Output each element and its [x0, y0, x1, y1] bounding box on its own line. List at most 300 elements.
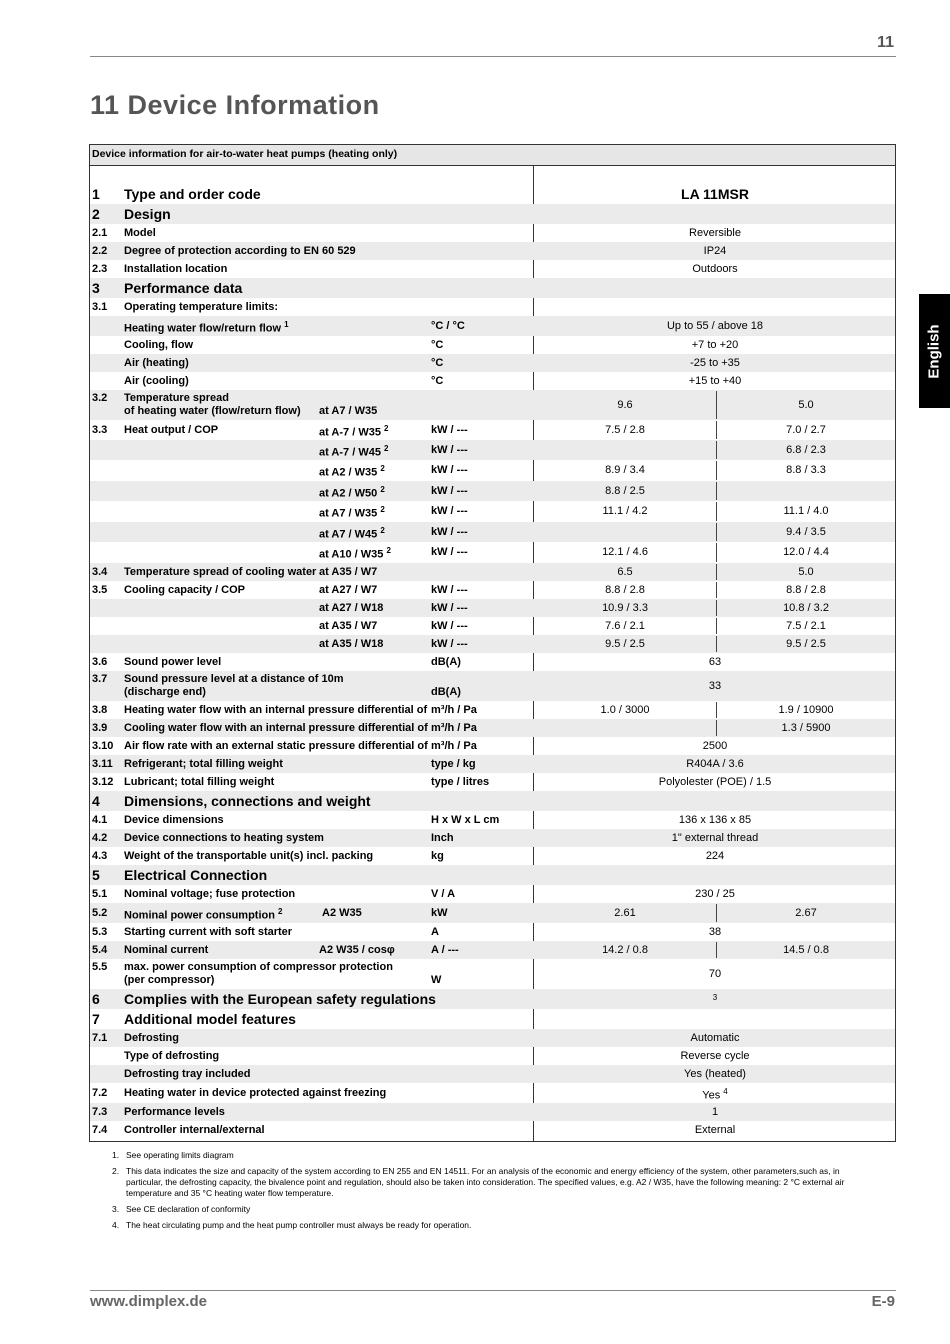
row-value-level-2: 9.4 / 3.5 [786, 526, 826, 538]
footnote-ref: 2 [384, 424, 389, 433]
row-number: 2.1 [92, 227, 108, 239]
footnote-ref: 1 [284, 320, 289, 329]
row-value-text: 38 [708, 926, 722, 938]
row-number: 3 [92, 280, 100, 296]
row-value [534, 814, 896, 826]
row-number: 2.2 [92, 245, 108, 257]
row-description-text: Nominal voltage; fuse protection [124, 888, 296, 900]
footnote-item [112, 1166, 877, 1199]
table-row [90, 755, 895, 773]
row-unit: °C [431, 339, 444, 351]
row-value [534, 968, 896, 980]
row-value [534, 339, 896, 351]
row-unit: °C [431, 375, 444, 387]
row-value-level-2: 8.8 / 3.3 [786, 464, 826, 476]
value-separator [716, 720, 717, 736]
row-value-level-2: 6.8 / 2.3 [786, 444, 826, 456]
row-description [124, 704, 427, 716]
table-row [90, 390, 895, 420]
table-row [90, 440, 895, 460]
row-description [124, 944, 208, 956]
value-separator [716, 391, 717, 419]
row-description-text: Lubricant; total filling weight [124, 776, 275, 788]
row-number: 3.7 [92, 673, 108, 685]
table-row [90, 701, 895, 719]
row-value-level-2: 5.0 [798, 566, 814, 578]
row-unit: kW / --- [431, 584, 468, 596]
row-number: 3.1 [92, 301, 108, 313]
row-description [124, 673, 343, 685]
row-description [124, 991, 436, 1007]
row-description-text: Heat output / COP [124, 424, 219, 436]
row-description [124, 656, 221, 668]
row-value-text: Polyolester (POE) / 1.5 [658, 776, 772, 788]
row-number: 3.12 [92, 776, 114, 788]
row-value-level-1: 12.1 / 4.6 [602, 546, 648, 558]
table-row [90, 316, 895, 336]
row-value-level-1: 8.9 / 3.4 [605, 464, 645, 476]
row-description-text: Weight of the transportable unit(s) incl. packing [124, 850, 374, 862]
row-description-text: Sound pressure level at a distance of 10m [124, 673, 344, 685]
footnote-item [112, 1150, 877, 1161]
row-value-level-1: 8.8 / 2.8 [605, 584, 645, 596]
table-row [90, 372, 895, 390]
table-row [90, 354, 895, 372]
row-number: 7.4 [92, 1124, 108, 1136]
footnote-ref: 2 [278, 907, 283, 916]
row-description [124, 301, 278, 313]
table-row [90, 865, 895, 885]
row-description [124, 1032, 179, 1044]
row-value-level-1: 9.6 [617, 399, 633, 411]
row-unit: m³/h / Pa [431, 740, 477, 752]
row-description-line2: of heating water (flow/return flow) [124, 405, 301, 417]
page-code: E-9 [871, 1293, 895, 1310]
row-value-level-2: 12.0 / 4.4 [783, 546, 829, 558]
table-row [90, 791, 895, 811]
footnote-number: 2. [112, 1166, 120, 1176]
row-number: 3.8 [92, 704, 108, 716]
row-description [124, 263, 227, 275]
table-row [90, 773, 895, 791]
row-description-line2: (per compressor) [124, 974, 215, 986]
row-description [124, 832, 324, 844]
row-value-level-1: 7.6 / 2.1 [605, 620, 645, 632]
row-number: 5.5 [92, 961, 108, 973]
row-condition-text: at A7 / W45 [319, 528, 378, 541]
row-unit: °C / °C [431, 320, 465, 332]
row-value [534, 888, 896, 900]
row-description [124, 793, 371, 809]
row-description-text: Model [124, 227, 156, 239]
row-value-text: -25 to +35 [690, 357, 740, 369]
row-value-text: External [694, 1124, 736, 1136]
row-unit: type / litres [431, 776, 490, 788]
row-number: 1 [92, 186, 100, 202]
row-value-level-2: 10.8 / 3.2 [783, 602, 829, 614]
row-condition-text: at A35 / W7 [319, 620, 378, 632]
row-value-text: +7 to +20 [691, 339, 739, 351]
row-condition [319, 526, 385, 541]
row-description [124, 1068, 251, 1080]
row-value-text: R404A / 3.6 [686, 758, 744, 770]
table-row [90, 542, 895, 563]
row-description-text: Defrosting tray included [124, 1068, 251, 1080]
row-unit: A / --- [431, 944, 459, 956]
row-value-level-1: 14.2 / 0.8 [602, 944, 648, 956]
row-number: 2 [92, 206, 100, 222]
table-row [90, 184, 895, 204]
row-value [534, 680, 896, 692]
row-description-text: Device connections to heating system [124, 832, 324, 844]
table-row [90, 260, 895, 278]
table-row [90, 460, 895, 481]
row-value-level-2: 1.9 / 10900 [778, 704, 834, 716]
table-row [90, 941, 895, 959]
value-separator [716, 523, 717, 541]
row-description-text: Performance levels [124, 1106, 225, 1118]
table-row [90, 336, 895, 354]
footnote-text: The heat circulating pump and the heat pump controller must always be ready for operation. [126, 1220, 472, 1230]
footnote-text: See operating limits diagram [126, 1150, 234, 1160]
row-unit: m³/h / Pa [431, 704, 477, 716]
row-description-text: Heating water in device protected against freezing [124, 1087, 387, 1099]
row-description [124, 888, 295, 900]
row-condition-text: at A-7 / W45 [319, 446, 381, 459]
row-description [124, 1087, 386, 1099]
row-description-text: Nominal power consumption [124, 909, 275, 922]
row-value-level-2: 1.3 / 5900 [781, 722, 831, 734]
row-number: 3.10 [92, 740, 114, 752]
value-separator [716, 618, 717, 634]
row-description [124, 926, 292, 938]
table-row [90, 847, 895, 865]
value-separator [716, 543, 717, 562]
row-condition-text: at A7 / W35 [319, 507, 378, 520]
row-value [534, 245, 896, 257]
table-row [90, 829, 895, 847]
row-description-text: Performance data [124, 280, 243, 296]
row-number: 6 [92, 991, 100, 1007]
row-value-level-1: 7.5 / 2.8 [605, 424, 645, 436]
footnote-ref: 2 [380, 485, 385, 494]
row-value-text: LA 11MSR [681, 186, 749, 202]
row-value [534, 320, 896, 332]
row-number: 3.2 [92, 392, 108, 404]
row-value [534, 832, 896, 844]
footnote-ref: 4 [723, 1087, 728, 1096]
table-rows [90, 166, 895, 1139]
row-value [534, 186, 896, 202]
footnote-text: This data indicates the size and capacity of the system according to EN 255 and EN 14511. For an analysis of the economic and energy efficiency of the system, other parameters,such as, in particular, the defrosting capacity, the bivalence point and regulation, should also be taken into consideration. The specified values, e.g. A2 / W35, have the following meaning: 2 °C external air temperature and 35 °C heating water flow temperature. [126, 1166, 845, 1198]
row-unit: kW / --- [431, 546, 468, 558]
row-value-footnote-ref: 3 [712, 993, 718, 1002]
row-description [124, 1050, 219, 1062]
row-description-text: Type and order code [124, 186, 261, 202]
device-info-table [89, 144, 896, 1142]
row-value [534, 1050, 896, 1062]
row-number: 4.3 [92, 850, 108, 862]
footnote-ref: 2 [380, 464, 385, 473]
row-value-text: Yes (heated) [684, 1068, 746, 1080]
row-condition-text: at A27 / W18 [319, 602, 384, 614]
row-description [124, 850, 373, 862]
row-value-text: 1 [711, 1106, 719, 1118]
row-number: 3.6 [92, 656, 108, 668]
table-row [90, 671, 895, 701]
table-row [90, 989, 895, 1009]
table-row [90, 737, 895, 755]
row-description-text: Installation location [124, 263, 228, 275]
table-row [90, 1065, 895, 1083]
row-unit: type / kg [431, 758, 476, 770]
table-row [90, 719, 895, 737]
row-number: 5.4 [92, 944, 108, 956]
row-value [534, 850, 896, 862]
row-description [124, 186, 261, 202]
row-value-text: 63 [708, 656, 722, 668]
row-value-text: 70 [708, 968, 722, 980]
row-value-level-2: 5.0 [798, 399, 814, 411]
row-value-text: 1" external thread [671, 832, 759, 844]
table-row [90, 1009, 895, 1029]
row-number: 4.2 [92, 832, 108, 844]
row-unit: m³/h / Pa [431, 722, 477, 734]
row-description-text: Nominal current [124, 944, 209, 956]
table-row [90, 1121, 895, 1139]
row-description [124, 814, 224, 826]
row-value-text: Up to 55 / above 18 [666, 320, 763, 332]
row-unit: °C [431, 357, 444, 369]
value-separator [716, 942, 717, 958]
row-number: 7.1 [92, 1032, 108, 1044]
language-tab-label: English [926, 323, 944, 379]
row-unit: kW / --- [431, 464, 468, 476]
row-condition [319, 602, 383, 614]
table-row [90, 599, 895, 617]
row-description-text: Defrosting [124, 1032, 179, 1044]
row-number: 3.5 [92, 584, 108, 596]
row-description-text: Heating water flow with an internal pressure differential of [124, 704, 428, 716]
row-description-text: Complies with the European safety regulations [124, 991, 436, 1007]
row-number: 3.9 [92, 722, 108, 734]
row-condition-text: at A35 / W18 [319, 638, 384, 650]
row-value [534, 375, 896, 387]
value-separator [716, 441, 717, 459]
value-separator [716, 636, 717, 652]
row-unit: kW / --- [431, 620, 468, 632]
row-condition-text: at A7 / W35 [319, 405, 378, 417]
row-description-text: Heating water flow/return flow [124, 322, 282, 335]
row-value-level-1: 2.61 [614, 907, 636, 919]
row-description [124, 1011, 296, 1027]
row-description [124, 907, 282, 922]
row-description-text: Temperature spread of cooling water [124, 566, 317, 578]
row-description [124, 227, 156, 239]
row-value-level-1: 11.1 / 4.2 [602, 505, 648, 517]
row-value [534, 1124, 896, 1136]
table-row [90, 563, 895, 581]
row-condition [319, 444, 388, 459]
value-separator [716, 421, 717, 439]
row-description [124, 722, 428, 734]
table-row [90, 298, 895, 316]
row-description-text: Electrical Connection [124, 867, 268, 883]
row-condition [322, 907, 362, 919]
row-unit: kW / --- [431, 444, 468, 456]
row-description-text: Type of defrosting [124, 1050, 220, 1062]
table-row [90, 617, 895, 635]
table-row [90, 501, 895, 522]
row-number: 5.3 [92, 926, 108, 938]
row-number: 7.3 [92, 1106, 108, 1118]
footnote-ref: 2 [384, 444, 389, 453]
row-value [534, 1106, 896, 1118]
row-description [124, 392, 229, 404]
row-unit: kW / --- [431, 424, 468, 436]
row-description-text: Dimensions, connections and weight [124, 793, 371, 809]
row-value [534, 656, 896, 668]
row-unit: dB(A) [431, 656, 461, 668]
row-number: 7 [92, 1011, 100, 1027]
row-value-text: 224 [705, 850, 725, 862]
row-description-text: Refrigerant; total filling weight [124, 758, 283, 770]
row-number: 2.3 [92, 263, 108, 275]
row-unit: kW / --- [431, 638, 468, 650]
row-description [124, 206, 171, 222]
row-value-level-2: 14.5 / 0.8 [783, 944, 829, 956]
table-row [90, 1103, 895, 1121]
row-unit: H x W x L cm [431, 814, 500, 826]
value-separator [716, 461, 717, 480]
row-description [124, 357, 189, 369]
row-condition [319, 546, 391, 561]
table-row [90, 885, 895, 903]
row-number: 4 [92, 793, 100, 809]
row-description-text: Cooling capacity / COP [124, 584, 246, 596]
row-description [124, 245, 356, 257]
row-value [534, 1032, 896, 1044]
row-value-text: 33 [708, 680, 722, 692]
row-number: 7.2 [92, 1087, 108, 1099]
row-condition-text: at A27 / W7 [319, 584, 378, 596]
row-number: 3.3 [92, 424, 108, 436]
row-value-text: Reverse cycle [680, 1050, 750, 1062]
row-unit: A [431, 926, 439, 938]
row-unit: kW [431, 907, 448, 919]
row-description-text: max. power consumption of compressor protection [124, 961, 393, 973]
row-value [534, 1068, 896, 1080]
row-value-text: 2500 [702, 740, 728, 752]
row-description [124, 758, 283, 770]
footnote-ref: 2 [386, 546, 391, 555]
row-description [124, 740, 428, 752]
table-row [90, 420, 895, 440]
table-row [90, 481, 895, 501]
page-title: 11 Device Information [90, 90, 380, 120]
row-condition-text: A2 W35 [322, 907, 362, 919]
row-condition [319, 638, 383, 650]
row-description [124, 339, 193, 351]
row-unit: kW / --- [431, 505, 468, 517]
row-unit: W [431, 974, 442, 986]
website-link[interactable]: www.dimplex.de [90, 1293, 207, 1310]
row-condition [319, 944, 395, 956]
row-condition-text: at A2 / W35 [319, 466, 378, 479]
row-description-text: Starting current with soft starter [124, 926, 293, 938]
table-row [90, 923, 895, 941]
row-description-text: Sound power level [124, 656, 222, 668]
page-number: 11 [877, 34, 894, 51]
row-description-text: Device dimensions [124, 814, 224, 826]
footnote-ref: 2 [380, 505, 385, 514]
row-value-level-2: 11.1 / 4.0 [783, 505, 829, 517]
row-description-text: Cooling, flow [124, 339, 194, 351]
row-value [534, 263, 896, 275]
row-value-level-1: 8.8 / 2.5 [605, 485, 645, 497]
row-condition-text: A2 W35 / cosφ [319, 944, 395, 956]
table-row [90, 1047, 895, 1065]
row-description [124, 375, 189, 387]
row-unit: Inch [431, 832, 454, 844]
row-condition [319, 620, 377, 632]
table-row [90, 224, 895, 242]
row-condition [319, 505, 385, 520]
row-description-text: Temperature spread [124, 392, 229, 404]
row-description-text: Operating temperature limits: [124, 301, 279, 313]
row-value-level-1: 6.5 [617, 566, 633, 578]
table-row [90, 581, 895, 599]
table-row [90, 635, 895, 653]
table-row [90, 242, 895, 260]
footnote-item [112, 1220, 877, 1231]
language-tab [919, 294, 950, 408]
value-separator [716, 482, 717, 500]
row-value-text: +15 to +40 [688, 375, 742, 387]
value-separator [716, 904, 717, 922]
row-value-text: Reversible [689, 227, 741, 239]
row-unit: kW / --- [431, 526, 468, 538]
row-value-level-2: 7.0 / 2.7 [786, 424, 826, 436]
row-description-text: Cooling water flow with an internal pressure differential of [124, 722, 428, 734]
row-value [534, 740, 896, 752]
row-description-text: Air flow rate with an external static pressure differential of [124, 740, 428, 752]
row-description [124, 424, 218, 436]
row-value-level-1: 10.9 / 3.3 [602, 602, 648, 614]
table-row [90, 903, 895, 923]
row-value-level-2: 9.5 / 2.5 [786, 638, 826, 650]
row-value [534, 758, 896, 770]
row-number: 5.2 [92, 907, 108, 919]
table-row [90, 204, 895, 224]
row-value-level-2: 7.5 / 2.1 [786, 620, 826, 632]
row-condition [319, 405, 377, 417]
row-number: 5.1 [92, 888, 108, 900]
row-unit: kW / --- [431, 602, 468, 614]
row-condition-text: at A2 / W50 [319, 487, 378, 500]
footnote-number: 4. [112, 1220, 120, 1230]
row-description [124, 1124, 265, 1136]
table-row [90, 1083, 895, 1103]
bottom-rule [90, 1290, 896, 1291]
row-description-text: Controller internal/external [124, 1124, 265, 1136]
row-description-text: Air (cooling) [124, 375, 189, 387]
row-description-text: Degree of protection according to EN 60 529 [124, 245, 356, 257]
row-description [124, 776, 274, 788]
row-description [124, 961, 393, 973]
row-condition [319, 584, 377, 596]
row-description [124, 320, 289, 335]
